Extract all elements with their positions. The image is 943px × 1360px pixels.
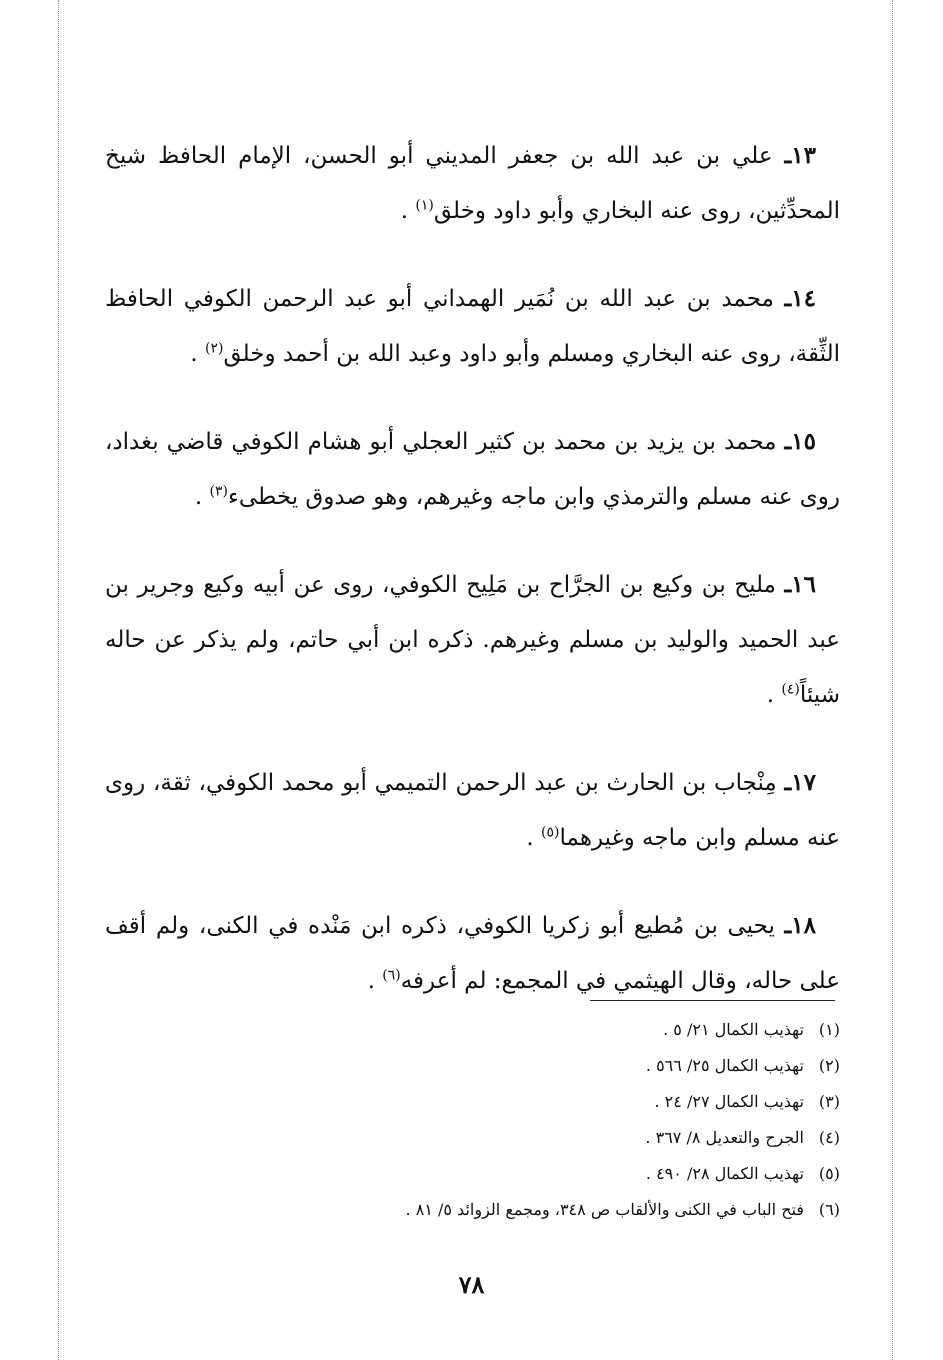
footnote-marker: (٤)	[781, 681, 800, 698]
footnote-marker: (١)	[415, 197, 434, 214]
footnote-2	[105, 1048, 840, 1084]
entry-text: مِنْجاب بن الحارث بن عبد الرحمن التميمي أبو محمد الكوفي، ثقة، روى عنه مسلم وابن ماجه وغيرهما	[105, 770, 840, 851]
footnote-6	[105, 1192, 840, 1228]
entry-text: علي بن عبد الله بن جعفر المديني أبو الحسن، الإمام الحافظ شيخ المحدِّثين، روى عنه البخاري وأبو داود وخلق	[105, 143, 840, 224]
entry-end: .	[400, 198, 416, 224]
page-number: ٧٨	[458, 1270, 485, 1299]
main-text	[105, 128, 840, 1041]
entry-end: .	[526, 825, 542, 851]
footnote-number: (١)	[818, 1020, 840, 1039]
footnote-4	[105, 1120, 840, 1156]
footnote-number: (٢)	[818, 1056, 840, 1075]
footnote-3	[105, 1084, 840, 1120]
entry-16	[105, 557, 840, 723]
footnote-number: (٣)	[818, 1092, 840, 1111]
entry-14	[105, 271, 840, 382]
footnote-1	[105, 1012, 840, 1048]
entry-text: محمد بن يزيد بن محمد بن كثير العجلي أبو هشام الكوفي قاضي بغداد، روى عنه مسلم والترمذي وابن ماجه وغيرهم، وهو صدوق يخطىء	[105, 429, 840, 510]
entry-13	[105, 128, 840, 239]
footnote-separator	[590, 1000, 835, 1001]
footnote-marker: (٣)	[209, 483, 229, 500]
footnote-number: (٦)	[818, 1200, 840, 1219]
scan-edge-left	[58, 0, 59, 1360]
entry-number: ١٧ـ	[784, 769, 817, 796]
footnote-text: تهذيب الكمال ٢١/ ٥ .	[663, 1020, 804, 1039]
scan-edge-right	[892, 0, 893, 1360]
entry-end: .	[766, 682, 782, 708]
entry-text: يحيى بن مُطيع أبو زكريا الكوفي، ذكره ابن مَنْده في الكنى، ولم أقف على حاله، وقال الهيثمي في المجمع: لم أعرفه	[105, 913, 840, 994]
entry-number: ١٨ـ	[784, 912, 816, 939]
footnote-marker: (٦)	[382, 967, 401, 984]
entry-number: ١٤ـ	[784, 285, 816, 312]
entry-number: ١٣ـ	[784, 142, 816, 169]
entry-text: مليح بن وكيع بن الجرَّاح بن مَلِيح الكوفي، روى عن أبيه وكيع وجرير بن عبد الحميد والوليد بن مسلم وغيرهم. ذكره ابن أبي حاتم، ولم يذكر عن حاله شيئاً	[105, 572, 840, 708]
entry-text: محمد بن عبد الله بن نُمَير الهمداني أبو عبد الرحمن الكوفي الحافظ الثِّقة، روى عنه البخاري ومسلم وأبو داود وعبد الله بن أحمد وخلق	[105, 286, 840, 367]
footnote-text: تهذيب الكمال ٢٨/ ٤٩٠ .	[645, 1164, 804, 1183]
entry-18	[105, 898, 840, 1009]
footnote-text: تهذيب الكمال ٢٧/ ٢٤ .	[654, 1092, 804, 1111]
footnote-text: تهذيب الكمال ٢٥/ ٥٦٦ .	[645, 1056, 804, 1075]
entry-number: ١٥ـ	[784, 428, 817, 455]
entry-end: .	[190, 341, 206, 367]
entry-end: .	[367, 968, 383, 994]
footnote-text: الجرح والتعديل ٨/ ٣٦٧ .	[645, 1128, 804, 1147]
footnote-number: (٤)	[818, 1128, 840, 1147]
footnote-text: فتح الباب في الكنى والألقاب ص ٣٤٨، ومجمع الزوائد ٥/ ٨١ .	[405, 1200, 804, 1219]
entry-15	[105, 414, 840, 525]
entry-number: ١٦ـ	[784, 571, 816, 598]
entry-end: .	[194, 484, 210, 510]
footnote-number: (٥)	[818, 1164, 840, 1183]
entry-17	[105, 755, 840, 866]
footnote-marker: (٥)	[541, 824, 560, 841]
footnote-marker: (٢)	[205, 340, 224, 357]
footnotes	[105, 1012, 840, 1228]
footnote-5	[105, 1156, 840, 1192]
